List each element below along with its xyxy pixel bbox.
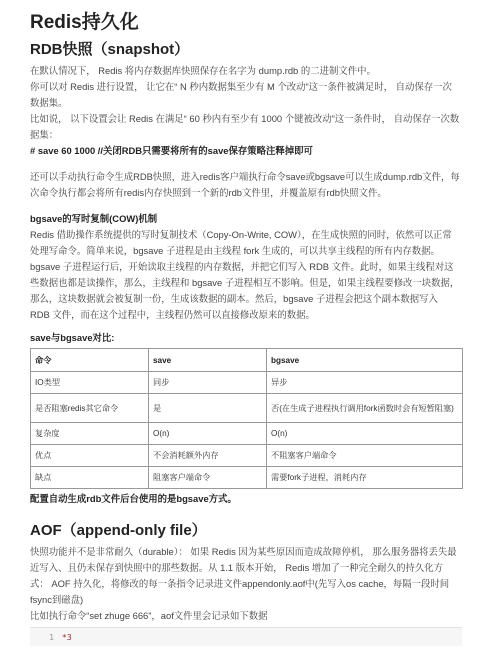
- aof-heading: AOF（append-only file）: [30, 522, 207, 539]
- table-cell: 否(在生成子进程执行调用fork函数时会有短暂阻塞): [267, 394, 463, 423]
- table-cell: 优点: [31, 445, 149, 467]
- table-row: [31, 445, 463, 467]
- table-cell: 是否阻塞redis其它命令: [31, 394, 149, 423]
- cow-paragraph: Redis 借助操作系统提供的写时复制技术（Copy-On-Write, COW），在生成快照的同时，依然可以正常处理写命令。简单来说，bgsave 子进程是由主线程 fork 生成的，可以共享主线程的所有内存数据。bgsave 子进程运行后，开始读取主线程的内存数据，并把它们写入 RDB 文件。此时，如果主线程对这些数据也都是读操作，那么，主线程和 bgsave 子进程相互不影响。但是，如果主线程要修改一块数据，那么，这块数据就会被复制一份，生成该数据的副本。然后，bgsave 子进程会把这个副本数据写入 RDB 文件，而在这个过程中，主线程仍然可以直接修改原来的数据。: [30, 229, 460, 320]
- table-cell: 异步: [267, 372, 463, 394]
- save-bgsave-table: [30, 348, 463, 489]
- rdb-heading: RDB快照（snapshot）: [30, 41, 190, 58]
- code-line-number: 1: [49, 632, 54, 642]
- table-row: [31, 372, 463, 394]
- table-cell: 需要fork子进程，消耗内存: [267, 467, 463, 489]
- table-header-row: [31, 349, 463, 372]
- table-cell: 不会消耗额外内存: [149, 445, 267, 467]
- table-cell: 同步: [149, 372, 267, 394]
- table-header-cell: 命令: [31, 349, 149, 372]
- table-cell: 缺点: [31, 467, 149, 489]
- code-block: [30, 627, 462, 646]
- auto-bgsave-note: 配置自动生成rdb文件后台使用的是bgsave方式。: [30, 493, 237, 504]
- rdb-paragraph-2: 你可以对 Redis 进行设置， 让它在“ N 秒内数据集至少有 M 个改动”这一条件被满足时， 自动保存一次数据集。: [30, 81, 452, 108]
- compare-heading: save与bgsave对比:: [30, 332, 115, 343]
- page-title: Redis持久化: [30, 12, 139, 33]
- table-header-cell: bgsave: [267, 349, 463, 372]
- table-cell: O(n): [267, 423, 463, 445]
- table-cell: 不阻塞客户端命令: [267, 445, 463, 467]
- aof-example-intro: 比如执行命令“set zhuge 666”，aof文件里会记录如下数据: [30, 610, 268, 621]
- rdb-paragraph-1: 在默认情况下， Redis 将内存数据库快照保存在名字为 dump.rdb 的二进制文件中。: [30, 65, 376, 76]
- table-row: [31, 423, 463, 445]
- table-cell: 复杂度: [31, 423, 149, 445]
- config-line: # save 60 1000 //关闭RDB只需要将所有的save保存策略注释掉即可: [30, 145, 313, 156]
- manual-snapshot-note: 还可以手动执行命令生成RDB快照，进入redis客户端执行命令save或bgsave可以生成dump.rdb文件，每次命令执行都会将所有redis内存快照到一个新的rdb文件里，并覆盖原有rdb快照文件。: [30, 171, 460, 198]
- table-cell: 是: [149, 394, 267, 423]
- table-cell: IO类型: [31, 372, 149, 394]
- code-line: *3: [62, 632, 72, 642]
- table-cell: O(n): [149, 423, 267, 445]
- table-row: [31, 467, 463, 489]
- table-cell: 阻塞客户端命令: [149, 467, 267, 489]
- aof-paragraph: 快照功能并不是非常耐久（durable）： 如果 Redis 因为某些原因而造成故障停机， 那么服务器将丢失最近写入、且仍未保存到快照中的那些数据。从 1.1 版本开始， Redis 增加了一种完全耐久的持久化方式： AOF 持久化，将修改的每一条指令记录进文件appendonly.aof中(先写入os cache，每隔一段时间fsync到磁盘): [30, 546, 457, 605]
- table-header-cell: save: [149, 349, 267, 372]
- cow-heading: bgsave的写时复制(COW)机制: [30, 213, 158, 224]
- rdb-paragraph-3: 比如说， 以下设置会让 Redis 在满足“ 60 秒内有至少有 1000 个键被改动”这一条件时， 自动保存一次数据集：: [30, 113, 460, 140]
- table-row: [31, 394, 463, 423]
